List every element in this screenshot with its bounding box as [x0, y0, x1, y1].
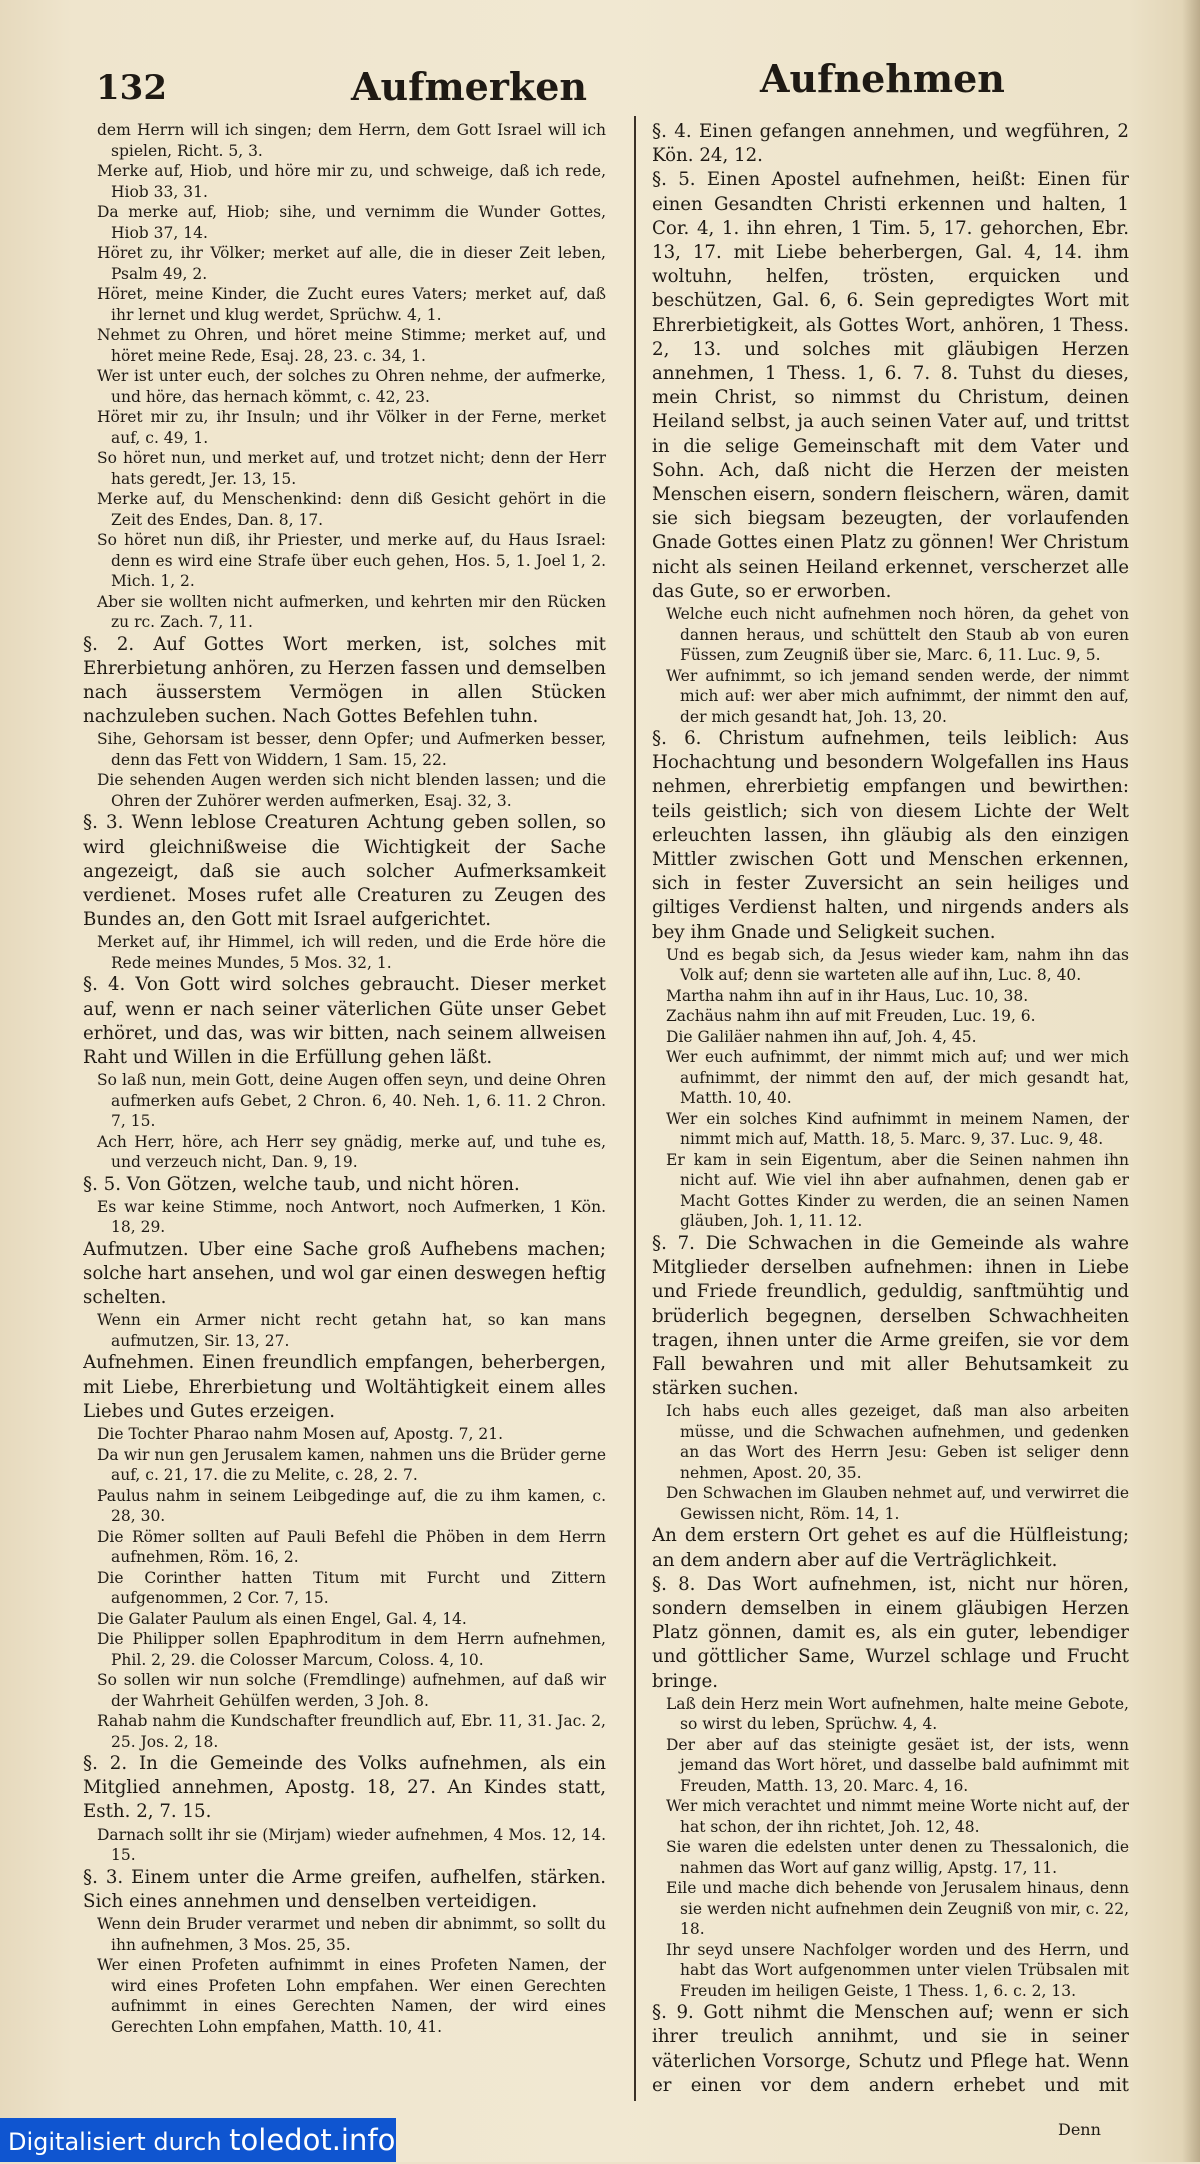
- verse-citation: Wenn dein Bruder verarmet und neben dir abnimmt, so sollt du ihn aufnehmen, 3 Mos. 25, 35.: [97, 1915, 606, 1954]
- body-paragraph: An dem erstern Ort gehet es auf die Hülfleistung; an dem andern aber auf die Verträglichkeit.: [652, 1525, 1129, 1571]
- verse-citation: So sollen wir nun solche (Fremdlinge) aufnehmen, auf daß wir der Wahrheit Gehülfen werden, 3 Joh. 8.: [97, 1671, 606, 1710]
- section-paragraph: §. 6. Christum aufnehmen, teils leiblich: Aus Hochachtung und besondern Wolgefallen ins Haus nehmen, ehrerbietig empfangen und bewirthen: teils geistlich; sich von diesem Lichte der Welt erleuchten lassen, ihn gläubig als den einzigen Mittler zwischen Gott und Menschen erkennen, sich in fester Zuversicht an sein heiliges und giltiges Verdienst halten, und nirgends anders als bey ihm Gnade und Seligkeit suchen.: [652, 728, 1129, 943]
- verse-citation: Merket auf, ihr Himmel, ich will reden, und die Erde höre die Rede meines Mundes, 5 Mos. 32, 1.: [97, 933, 606, 972]
- verse-citation: So höret nun, und merket auf, und trotzet nicht; denn der Herr hats geredt, Jer. 13, 15.: [97, 449, 606, 488]
- running-title-left: Aufmerken: [351, 64, 587, 109]
- section-paragraph: §. 5. Von Götzen, welche taub, und nicht hören.: [83, 1173, 520, 1195]
- verse-citation: Er kam in sein Eigentum, aber die Seinen nahmen ihn nicht auf. Wie viel ihn aber aufnahmen, denen gab er Macht Gottes Kinder zu werden, die an seinen Namen gläuben, Joh. 1, 11. 12.: [666, 1150, 1129, 1231]
- verse-citation: Paulus nahm in seinem Leibgedinge auf, die zu ihm kamen, c. 28, 30.: [97, 1486, 606, 1526]
- verse-citation: Den Schwachen im Glauben nehmet auf, und verwirret die Gewissen nicht, Röm. 14, 1.: [666, 1484, 1129, 1523]
- section-paragraph: §. 9. Gott nihmt die Menschen auf; wenn er sich ihrer treulich annihmt, und sie in seiner väterlichen Vorsorge, Schutz und Pflege hat. Wenn er einen vor dem andern erhebet und mit: [652, 2002, 1129, 2096]
- verse-citation: Der aber auf das steinigte gesäet ist, der ists, wenn jemand das Wort höret, und dasselbe bald aufnimmt mit Freuden, Matth. 13, 20. Marc. 4, 16.: [666, 1735, 1129, 1795]
- verse-citation: Ich habs euch alles gezeiget, daß man also arbeiten müsse, und die Schwachen aufnehmen, und gedenken an das Wort des Herrn Jesu: Geben ist seliger denn nehmen, Apost. 20, 35.: [666, 1402, 1129, 1482]
- section-paragraph: §. 3. Wenn leblose Creaturen Achtung geben sollen, so wird gleichnißweise die Wichtigkeit der Sache angezeigt, daß sie auch solcher Aufmerksamkeit verdienet. Moses rufet alle Creaturen zu Zeugen des Bundes an, den Gott mit Israel aufgerichtet.: [83, 812, 606, 931]
- verse-citation: Nehmet zu Ohren, und höret meine Stimme; merket auf, und höret meine Rede, Esaj. 28, 23. c. 34, 1.: [97, 326, 606, 365]
- page-edge-shadow: [1182, 0, 1200, 2162]
- section-paragraph: §. 7. Die Schwachen in die Gemeinde als wahre Mitglieder derselben aufnehmen: ihnen in Liebe und Friede freundlich, geduldig, sanftmühtig und brüderlich begegnen, derselben Schwachheiten tragen, ihnen unter die Arme greifen, sie vor dem Fall bewahren und mit aller Behutsamkeit zu stärken suchen.: [652, 1232, 1129, 1400]
- verse-citation: Ach Herr, höre, ach Herr sey gnädig, merke auf, und tuhe es, und verzeuch nicht, Dan. 9, 19.: [97, 1132, 606, 1172]
- section-paragraph: §. 8. Das Wort aufnehmen, ist, nicht nur hören, sondern demselben in einem gläubigen Herzen Platz gönnen, damit es, als ein guter, lebendiger und göttlicher Same, Wurzel schlage und Frucht bringe.: [652, 1573, 1129, 1692]
- verse-citation: Die Römer sollten auf Pauli Befehl die Phöben in dem Herrn aufnehmen, Röm. 16, 2.: [97, 1527, 606, 1567]
- entry-aufmutzen: Aufmutzen. Uber eine Sache groß Aufhebens machen; solche hart ansehen, und wol gar einen deswegen heftig schelten.: [83, 1238, 606, 1309]
- verse-citation: Wer aufnimmt, so ich jemand senden werde, der nimmt mich auf: wer aber mich aufnimmt, der nimmt den auf, der mich gesandt hat, Joh. 13, 20.: [666, 666, 1129, 726]
- verse-citation: Höret zu, ihr Völker; merket auf alle, die in dieser Zeit leben, Psalm 49, 2.: [97, 244, 606, 283]
- verse-citation: Welche euch nicht aufnehmen noch hören, da gehet von dannen heraus, und schüttelt den Staub ab von euren Füssen, zum Zeugniß über sie, Marc. 6, 11. Luc. 9, 5.: [666, 605, 1129, 665]
- verse-citation: Eile und mache dich behende von Jerusalem hinaus, denn sie werden nicht aufnehmen dein Zeugniß von mir, c. 22, 18.: [666, 1879, 1129, 1939]
- verse-citation: Die Galater Paulum als einen Engel, Gal. 4, 14.: [97, 1609, 467, 1628]
- verse-citation: So laß nun, mein Gott, deine Augen offen seyn, und deine Ohren aufmerken aufs Gebet, 2 Chron. 6, 40. Neh. 1, 6. 11. 2 Chron. 7, 15.: [97, 1071, 606, 1131]
- verse-citation: Wer einen Profeten aufnimmt in eines Profeten Namen, der wird eines Profeten Lohn empfahen. Wer einen Gerechten aufnimmt in eines Gerechten Namen, der wird eines Gerechten Lohn empfahen, Matth. 10, 41.: [97, 1956, 606, 2036]
- verse-citation: Die sehenden Augen werden sich nicht blenden lassen; und die Ohren der Zuhörer werden aufmerken, Esaj. 32, 3.: [97, 771, 606, 810]
- section-paragraph: §. 3. Einem unter die Arme greifen, aufhelfen, stärken. Sich eines annehmen und denselben verteidigen.: [83, 1866, 606, 1912]
- section-paragraph: §. 2. Auf Gottes Wort merken, ist, solches mit Ehrerbietung anhören, zu Herzen fassen und demselben nach äusserstem Vermögen in allen Stücken nachzuleben suchen. Nach Gottes Befehlen tuhn.: [83, 633, 606, 728]
- verse-citation: Höret mir zu, ihr Insuln; und ihr Völker in der Ferne, merket auf, c. 49, 1.: [97, 408, 606, 447]
- right-column: [652, 120, 1129, 2100]
- verse-citation: Rahab nahm die Kundschafter freundlich auf, Ebr. 11, 31. Jac. 2, 25. Jos. 2, 18.: [97, 1712, 606, 1751]
- verse-citation: Sihe, Gehorsam ist besser, denn Opfer; und Aufmerken besser, denn das Fett von Widdern, 1 Sam. 15, 22.: [97, 730, 606, 769]
- watermark-prefix: Digitalisiert durch: [8, 2128, 230, 2156]
- section-paragraph: §. 4. Von Gott wird solches gebraucht. Dieser merket auf, wenn er nach seiner väterlichen Güte unser Gebet erhöret, und das, was wir bitten, nach seinem allweisen Raht und Willen in die Erfüllung gehen läßt.: [83, 974, 606, 1068]
- verse-citation: Und es begab sich, da Jesus wieder kam, nahm ihn das Volk auf; denn sie warteten alle auf ihn, Luc. 8, 40.: [666, 945, 1129, 985]
- verse-citation: Merke auf, du Menschenkind: denn diß Gesicht gehört in die Zeit des Endes, Dan. 8, 17.: [97, 490, 606, 529]
- verse-citation: Wer ein solches Kind aufnimmt in meinem Namen, der nimmt mich auf, Matth. 18, 5. Marc. 9, 37. Luc. 9, 48.: [666, 1109, 1129, 1149]
- verse-citation: Martha nahm ihn auf in ihr Haus, Luc. 10, 38.: [666, 986, 1029, 1005]
- entry-aufnehmen: Aufnehmen. Einen freundlich empfangen, beherbergen, mit Liebe, Ehrerbietung und Woltähtigkeit einem alles Liebes und Gutes erzeigen.: [83, 1352, 606, 1422]
- verse-citation: Die Tochter Pharao nahm Mosen auf, Apostg. 7, 21.: [97, 1425, 504, 1444]
- verse-citation: Wenn ein Armer nicht recht getahn hat, so kan mans aufmutzen, Sir. 13, 27.: [97, 1311, 606, 1350]
- verse-citation: Ihr seyd unsere Nachfolger worden und des Herrn, und habt das Wort aufgenommen unter vielen Trübsalen mit Freuden im heiligen Geiste, 1 Thess. 1, 6. c. 2, 13.: [666, 1940, 1129, 2000]
- verse-citation: Die Corinther hatten Titum mit Furcht und Zittern aufgenommen, 2 Cor. 7, 15.: [97, 1568, 606, 1608]
- verse-citation: Wer euch aufnimmt, der nimmt mich auf; und wer mich aufnimmt, der nimmt den auf, der mich gesandt hat, Matth. 10, 40.: [666, 1048, 1129, 1108]
- section-paragraph: §. 2. In die Gemeinde des Volks aufnehmen, als ein Mitglied annehmen, Apostg. 18, 27. An Kindes statt, Esth. 2, 7. 15.: [83, 1753, 606, 1823]
- catchword: Denn: [1058, 2120, 1101, 2139]
- verse-citation: Höret, meine Kinder, die Zucht eures Vaters; merket auf, daß ihr lernet und klug werdet, Sprüchw. 4, 1.: [97, 285, 606, 324]
- verse-citation: Es war keine Stimme, noch Antwort, noch Aufmerken, 1 Kön. 18, 29.: [97, 1197, 606, 1237]
- verse-citation: Laß dein Herz mein Wort aufnehmen, halte meine Gebote, so wirst du leben, Sprüchw. 4, 4.: [666, 1694, 1129, 1734]
- verse-citation: Wer mich verachtet und nimmt meine Worte nicht auf, der hat schon, der ihn richtet, Joh. 12, 48.: [666, 1797, 1129, 1836]
- digitization-watermark[interactable]: [0, 2118, 396, 2162]
- verse-citation: Wer ist unter euch, der solches zu Ohren nehme, der aufmerke, und höre, das hernach kömmt, c. 42, 23.: [97, 367, 606, 406]
- verse-citation: Die Philipper sollen Epaphroditum in dem Herrn aufnehmen, Phil. 2, 29. die Colosser Marcum, Coloss. 4, 10.: [97, 1630, 606, 1669]
- verse-citation: Da merke auf, Hiob; sihe, und vernimm die Wunder Gottes, Hiob 37, 14.: [97, 203, 606, 242]
- verse-citation: So höret nun diß, ihr Priester, und merke auf, du Haus Israel: denn es wird eine Strafe über euch gehen, Hos. 5, 1. Joel 1, 2. Mich. 1, 2.: [97, 531, 606, 590]
- verse-citation: Sie waren die edelsten unter denen zu Thessalonich, die nahmen das Wort auf ganz willig, Apstg. 17, 11.: [666, 1838, 1129, 1877]
- verse-citation: Zachäus nahm ihn auf mit Freuden, Luc. 19, 6.: [666, 1007, 1036, 1026]
- left-column: [83, 120, 606, 2100]
- watermark-brand: toledot.info: [229, 2123, 396, 2157]
- verse-citation: Die Galiläer nahmen ihn auf, Joh. 4, 45.: [666, 1027, 977, 1046]
- page-number: 132: [96, 68, 167, 108]
- verse-citation: Merke auf, Hiob, und höre mir zu, und schweige, daß ich rede, Hiob 33, 31.: [97, 162, 606, 201]
- running-title-right: Aufnehmen: [760, 56, 1005, 101]
- section-paragraph: §. 5. Einen Apostel aufnehmen, heißt: Einen für einen Gesandten Christi erkennen und halten, 1 Cor. 4, 1. ihn ehren, 1 Tim. 5, 17. gehorchen, Ebr. 13, 17. mit Liebe beherbergen, Gal. 4, 14. ihm woltuhn, helfen, trösten, erquicken und beschützen, Gal. 6, 6. Sein gepredigtes Wort mit Ehrerbietigkeit, als Gottes Wort, anhören, 1 Thess. 2, 13. und solches mit gläubigen Herzen annehmen, 1 Thess. 1, 6. 7. 8. Tuhst du dieses, mein Christ, so nimmst du Christum, deinen Heiland selbst, ja auch seinen Vater auf, und trittst in die selige Gemeinschaft mit dem Vater und Sohn. Ach, daß nicht die Herzen der meisten Menschen eisern, sondern fleischern, wären, damit sie sich biegsam bezeugten, der vorlaufenden Gnade Gottes einen Platz zu gönnen! Wer Christum nicht als seinen Heiland erkennet, verscherzet alle das Gute, so er erworben.: [652, 169, 1129, 602]
- verse-citation: Darnach sollt ihr sie (Mirjam) wieder aufnehmen, 4 Mos. 12, 14. 15.: [97, 1825, 606, 1865]
- running-head-left: [96, 60, 606, 118]
- verse-citation: dem Herrn will ich singen; dem Herrn, dem Gott Israel will ich spielen, Richt. 5, 3.: [97, 121, 606, 160]
- column-divider: [634, 116, 636, 2101]
- verse-citation: Da wir nun gen Jerusalem kamen, nahmen uns die Brüder gerne auf, c. 21, 17. die zu Melite, c. 28, 2. 7.: [97, 1445, 606, 1485]
- section-paragraph: §. 4. Einen gefangen annehmen, und wegführen, 2 Kön. 24, 12.: [652, 121, 1129, 167]
- verse-citation: Aber sie wollten nicht aufmerken, und kehrten mir den Rücken zu rc. Zach. 7, 11.: [97, 592, 606, 631]
